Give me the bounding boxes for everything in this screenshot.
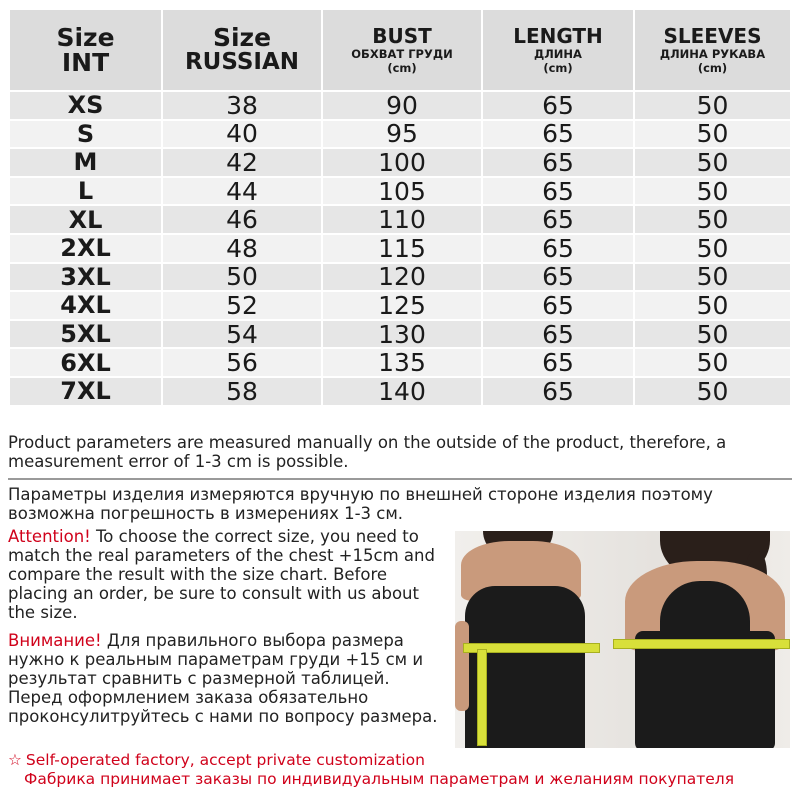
sleeves-cell: 50 <box>634 291 791 320</box>
size-russian-cell: 50 <box>162 263 322 292</box>
table-row <box>9 91 791 120</box>
sleeves-cell: 50 <box>634 205 791 234</box>
bust-cell: 90 <box>322 91 482 120</box>
table-row <box>9 320 791 349</box>
table-row <box>9 148 791 177</box>
table-row <box>9 348 791 377</box>
length-cell: 65 <box>482 148 634 177</box>
table-header-row <box>9 9 791 91</box>
sleeves-cell: 50 <box>634 120 791 149</box>
size-russian-cell: 54 <box>162 320 322 349</box>
header-sleeves: SLEEVES ДЛИНА РУКАВА (cm) <box>634 9 791 91</box>
attention-label: Attention! <box>8 527 91 546</box>
size-int-cell: 6XL <box>9 348 162 377</box>
bust-cell: 125 <box>322 291 482 320</box>
measurement-note-ru: Параметры изделия измеряются вручную по внешней стороне изделия поэтому возможна погрешность в измерениях 1-3 см. <box>8 485 713 523</box>
length-cell: 65 <box>482 177 634 206</box>
length-cell: 65 <box>482 320 634 349</box>
size-russian-cell: 58 <box>162 377 322 406</box>
size-russian-cell: 46 <box>162 205 322 234</box>
factory-note-en: Self-operated factory, accept private customization <box>25 751 425 769</box>
table-row <box>9 177 791 206</box>
size-int-cell: XS <box>9 91 162 120</box>
attention-text: To choose the correct size, you need to match the real parameters of the chest +15cm and compare the result with the size chart. Before placing an order, be sure to consult with us about the size. <box>8 527 435 622</box>
table-row <box>9 377 791 406</box>
size-chart-table <box>8 8 792 407</box>
size-russian-cell: 38 <box>162 91 322 120</box>
length-cell: 65 <box>482 348 634 377</box>
table-row <box>9 120 791 149</box>
bust-cell: 120 <box>322 263 482 292</box>
size-int-cell: L <box>9 177 162 206</box>
attention-note-ru <box>8 631 448 726</box>
factory-note <box>8 751 798 789</box>
size-int-cell: 3XL <box>9 263 162 292</box>
length-cell: 65 <box>482 205 634 234</box>
size-russian-cell: 44 <box>162 177 322 206</box>
size-int-cell: 2XL <box>9 234 162 263</box>
bust-cell: 110 <box>322 205 482 234</box>
bust-cell: 115 <box>322 234 482 263</box>
table-row <box>9 263 791 292</box>
bust-cell: 140 <box>322 377 482 406</box>
sleeves-cell: 50 <box>634 377 791 406</box>
header-bust: BUST ОБХВАТ ГРУДИ (cm) <box>322 9 482 91</box>
size-russian-cell: 56 <box>162 348 322 377</box>
length-cell: 65 <box>482 120 634 149</box>
header-size-int: Size INT <box>9 9 162 91</box>
table-row <box>9 234 791 263</box>
length-cell: 65 <box>482 91 634 120</box>
length-cell: 65 <box>482 234 634 263</box>
factory-note-ru: Фабрика принимает заказы по индивидуальным параметрам и желаниям покупателя <box>24 770 735 788</box>
bust-cell: 100 <box>322 148 482 177</box>
size-russian-cell: 40 <box>162 120 322 149</box>
attention-text-ru: Для правильного выбора размера нужно к реальным параметрам груди +15 см и результат сравнить с размерной таблицей. Перед оформлением заказа обязательно проконсулитруйтесь с нами по вопросу размера. <box>8 631 438 726</box>
size-int-cell: 5XL <box>9 320 162 349</box>
length-cell: 65 <box>482 263 634 292</box>
table-row <box>9 205 791 234</box>
size-russian-cell: 48 <box>162 234 322 263</box>
header-length: LENGTH ДЛИНА (cm) <box>482 9 634 91</box>
size-int-cell: 4XL <box>9 291 162 320</box>
sleeves-cell: 50 <box>634 148 791 177</box>
header-size-russian: Size RUSSIAN <box>162 9 322 91</box>
size-int-cell: S <box>9 120 162 149</box>
sleeves-cell: 50 <box>634 234 791 263</box>
size-int-cell: 7XL <box>9 377 162 406</box>
attention-label-ru: Внимание! <box>8 631 102 650</box>
sleeves-cell: 50 <box>634 177 791 206</box>
size-int-cell: M <box>9 148 162 177</box>
attention-note-en <box>8 527 448 622</box>
size-russian-cell: 52 <box>162 291 322 320</box>
bust-cell: 95 <box>322 120 482 149</box>
sleeves-cell: 50 <box>634 348 791 377</box>
bust-cell: 135 <box>322 348 482 377</box>
bust-cell: 105 <box>322 177 482 206</box>
divider <box>8 478 792 480</box>
sleeves-cell: 50 <box>634 320 791 349</box>
sleeves-cell: 50 <box>634 91 791 120</box>
measuring-chest-photo <box>455 531 790 748</box>
star-icon: ☆ <box>8 751 22 769</box>
measurement-note-en: Product parameters are measured manually on the outside of the product, therefore, a measurement error of 1-3 cm is possible. <box>8 433 727 471</box>
length-cell: 65 <box>482 291 634 320</box>
size-russian-cell: 42 <box>162 148 322 177</box>
length-cell: 65 <box>482 377 634 406</box>
size-int-cell: XL <box>9 205 162 234</box>
sleeves-cell: 50 <box>634 263 791 292</box>
bust-cell: 130 <box>322 320 482 349</box>
table-row <box>9 291 791 320</box>
